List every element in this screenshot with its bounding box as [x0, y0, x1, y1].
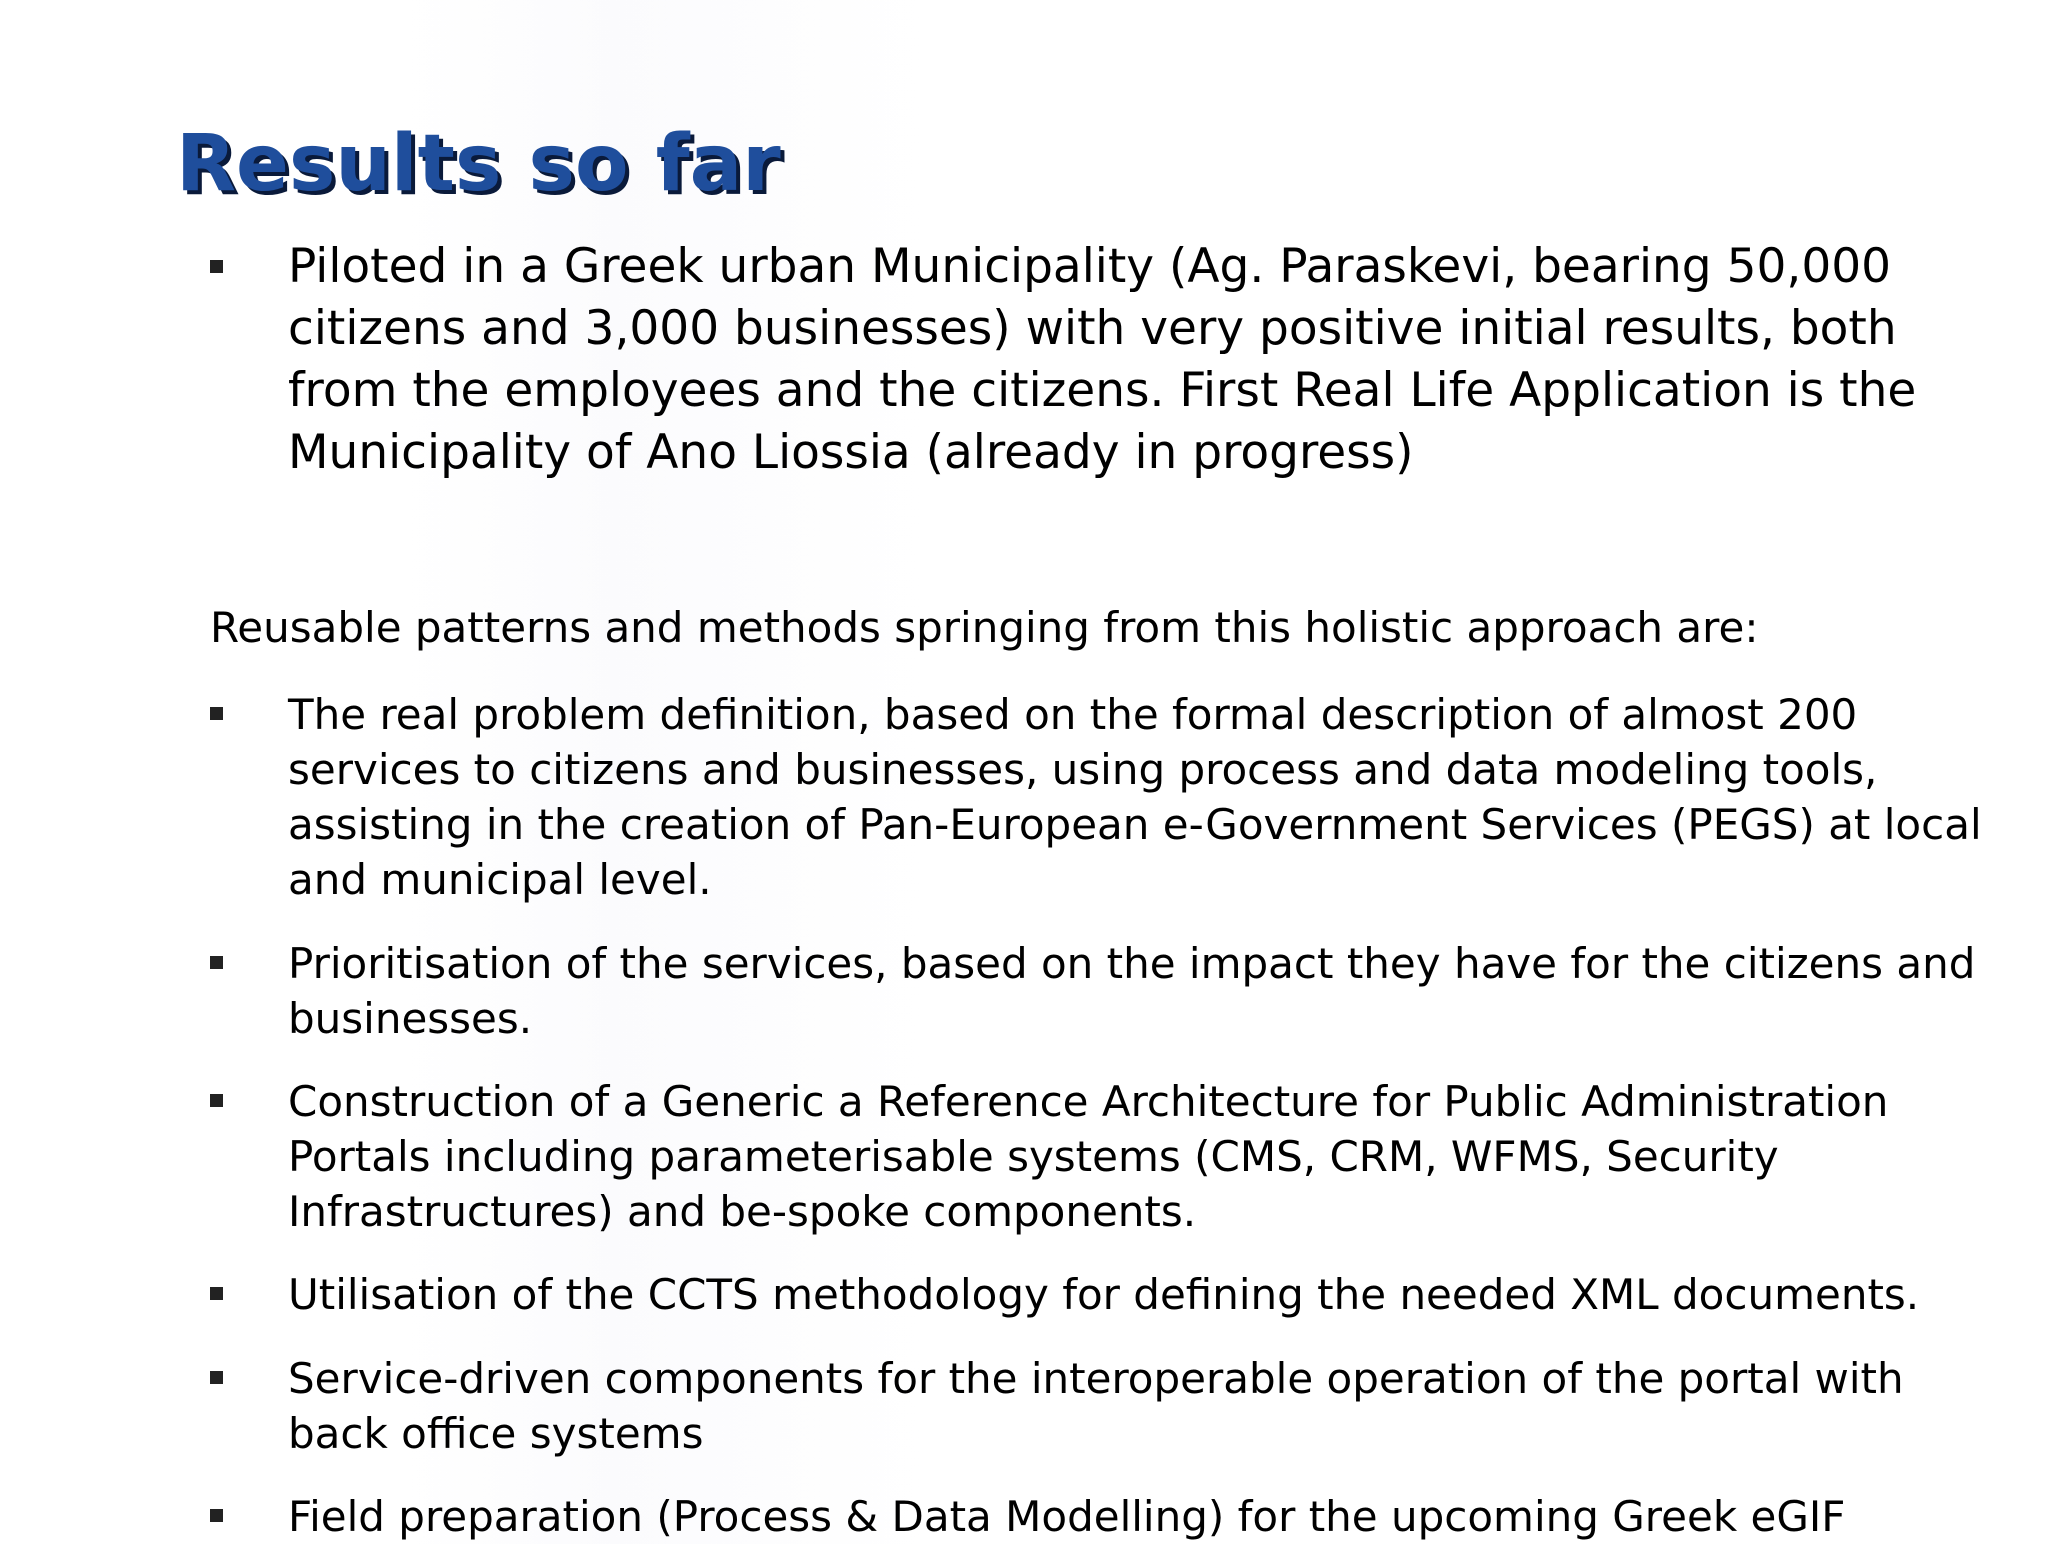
square-bullet-icon — [210, 1287, 223, 1300]
bullet-line: The real problem definition, based on the formal description of almost 200 — [288, 690, 1858, 739]
bullet-text — [288, 1267, 1919, 1322]
bullet-line: back office systems — [288, 1409, 704, 1458]
bullet-text — [288, 1351, 1904, 1461]
bullet-line: services to citizens and businesses, using process and data modeling tools, — [288, 745, 1878, 794]
slide-title: Results so far — [176, 119, 781, 209]
square-bullet-icon — [210, 707, 223, 720]
bullet-item-problem-definition — [210, 690, 1982, 904]
bullet-text — [288, 236, 1916, 484]
bullet-line: assisting in the creation of Pan-European e-Government Services (PEGS) at local — [288, 800, 1982, 849]
bullet-line: Municipality of Ano Liossia (already in progress) — [288, 425, 1414, 480]
bullet-item-service-driven — [210, 1354, 1904, 1458]
bullet-item-pilot — [210, 239, 1917, 480]
bullet-line: Piloted in a Greek urban Municipality (Ag. Paraskevi, bearing 50,000 — [288, 239, 1892, 294]
bullet-line: Service-driven components for the interoperable operation of the portal with — [288, 1354, 1904, 1403]
bullet-line: Field preparation (Process & Data Modelling) for the upcoming Greek eGIF — [288, 1492, 1846, 1541]
bullet-item-ccts — [210, 1270, 1920, 1319]
square-bullet-icon — [210, 956, 223, 969]
bullet-line: Utilisation of the CCTS methodology for defining the needed XML documents. — [288, 1270, 1920, 1319]
bullet-line: from the employees and the citizens. First Real Life Application is the — [288, 363, 1917, 418]
square-bullet-icon — [210, 260, 223, 273]
square-bullet-icon — [210, 1094, 223, 1107]
square-bullet-icon — [210, 1371, 223, 1384]
bullet-line: Construction of a Generic a Reference Architecture for Public Administration — [288, 1077, 1889, 1126]
bullet-item-prioritisation — [210, 939, 1976, 1043]
bullet-item-field-preparation — [210, 1492, 1846, 1541]
bullet-line: Prioritisation of the services, based on the impact they have for the citizens and — [288, 939, 1976, 988]
bullet-line: businesses. — [288, 994, 533, 1043]
bullet-text — [288, 687, 1982, 907]
bullet-line: Portals including parameterisable systems (CMS, CRM, WFMS, Security — [288, 1132, 1779, 1181]
bullet-line: and municipal level. — [288, 855, 712, 904]
square-bullet-icon — [210, 1509, 223, 1522]
bullet-line: Infrastructures) and be-spoke components. — [288, 1187, 1197, 1236]
bullet-line: citizens and 3,000 businesses) with very positive initial results, both — [288, 301, 1897, 356]
intro-text: Reusable patterns and methods springing from this holistic approach are: — [210, 603, 1759, 652]
bullet-item-reference-architecture — [210, 1077, 1889, 1236]
bullet-text — [288, 936, 1975, 1046]
bullet-text — [288, 1074, 1888, 1239]
